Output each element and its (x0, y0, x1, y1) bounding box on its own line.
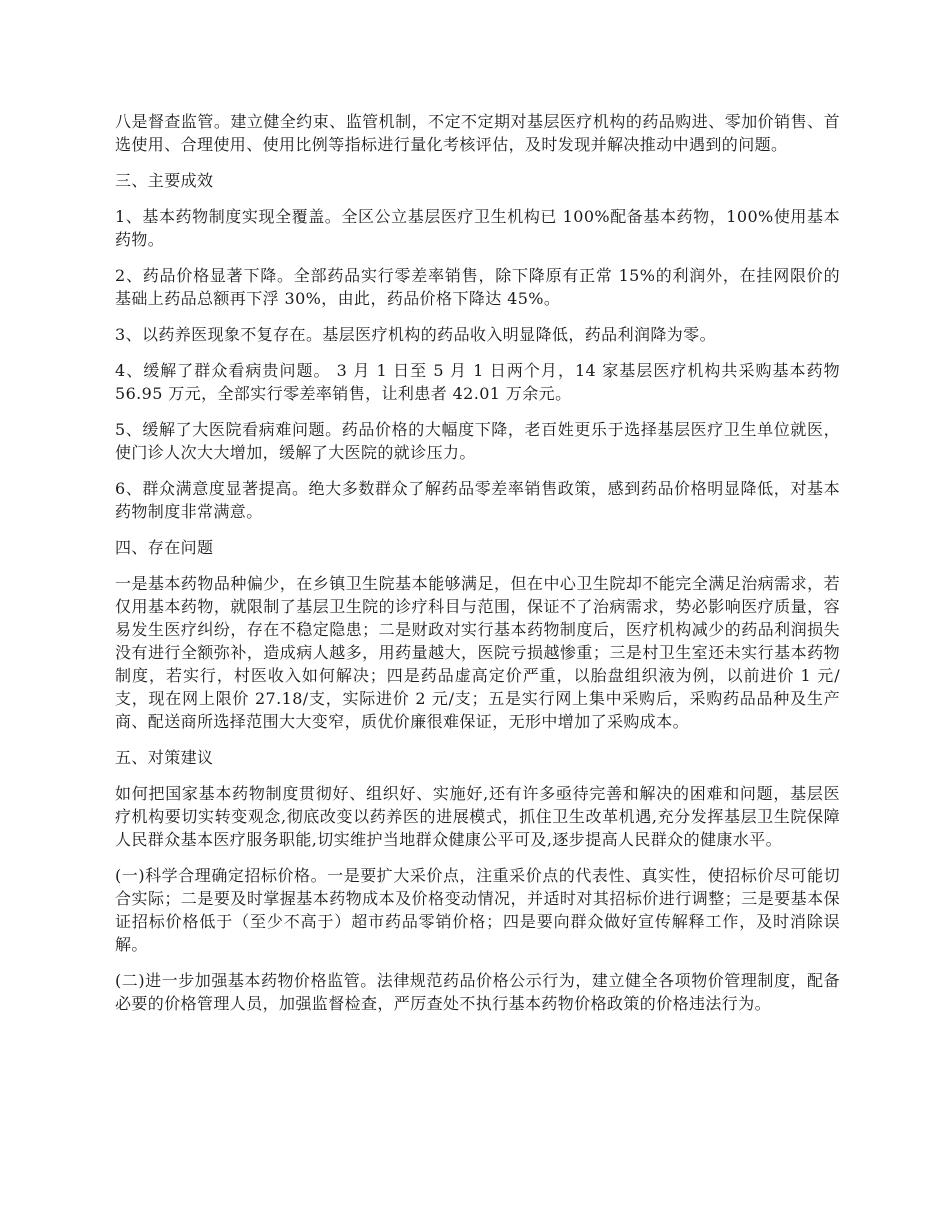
paragraph-result-6: 6、群众满意度显著提高。绝大多数群众了解药品零差率销售政策，感到药品价格明显降低，对基本药物制度非常满意。 (115, 479, 840, 521)
paragraph-problems: 一是基本药物品种偏少，在乡镇卫生院基本能够满足，但在中心卫生院却不能完全满足治病需求，若仅用基本药物，就限制了基层卫生院的诊疗科目与范围，保证不了治病需求，势必影响医疗质量，容易发生医疗纠纷，存在不稳定隐患；二是财政对实行基本药物制度后，医疗机构减少的药品利润损失没有进行全额弥补，造成病人越多，用药量越大，医院亏损越惨重；三是村卫生室还未实行基本药物制度，若实行，村医收入如何解决；四是药品虚高定价严重，以胎盘组织液为例，以前进价 1 元/支，现在网上限价 27.18/支，实际进价 2 元/支；五是实行网上集中采购后，采购药品品种及生产商、配送商所选择范围大大变窄，质优价廉很难保证，无形中增加了采购成本。 (115, 574, 840, 731)
section-heading-problems: 四、存在问题 (115, 538, 214, 557)
paragraph-supervision: 八是督查监管。建立健全约束、监管机制，不定不定期对基层医疗机构的药品购进、零加价销售、首选使用、合理使用、使用比例等指标进行量化考核评估，及时发现并解决推动中遇到的问题。 (115, 112, 840, 154)
paragraph-result-1: 1、基本药物制度实现全覆盖。全区公立基层医疗卫生机构已 100%配备基本药物，100%使用基本药物。 (115, 207, 840, 249)
document-page (115, 110, 840, 1028)
paragraph-suggestions-intro: 如何把国家基本药物制度贯彻好、组织好、实施好,还有许多亟待完善和解决的困难和问题，基层医疗机构要切实转变观念,彻底改变以药养医的进展模式，抓住卫生改革机遇,充分发挥基层卫生院保障人民群众基本医疗服务职能,切实维护当地群众健康公平可及,逐步提高人民群众的健康水平。 (115, 784, 840, 849)
paragraph-suggestion-1: (一)科学合理确定招标价格。一是要扩大采价点，注重采价点的代表性、真实性，使招标价尽可能切合实际；二是要及时掌握基本药物成本及价格变动情况，并适时对其招标价进行调整；三是要基本保证招标价格低于（至少不高于）超市药品零销价格；四是要向群众做好宣传解释工作，及时消除误解。 (115, 866, 840, 954)
paragraph-result-5: 5、缓解了大医院看病难问题。药品价格的大幅度下降，老百姓更乐于选择基层医疗卫生单位就医，使门诊人次大大增加，缓解了大医院的就诊压力。 (115, 420, 840, 462)
paragraph-suggestion-2: (二)进一步加强基本药物价格监管。法律规范药品价格公示行为，建立健全各项物价管理制度，配备必要的价格管理人员，加强监督检查，严厉查处不执行基本药物价格政策的价格违法行为。 (115, 971, 840, 1013)
section-heading-main-results: 三、主要成效 (115, 171, 214, 190)
paragraph-result-4: 4、缓解了群众看病贵问题。 3 月 1 日至 5 月 1 日两个月，14 家基层医疗机构共采购基本药物 56.95 万元，全部实行零差率销售，让利患者 42.01 万余元。 (115, 361, 840, 403)
paragraph-result-2: 2、药品价格显著下降。全部药品实行零差率销售，除下降原有正常 15%的利润外，在挂网限价的基础上药品总额再下浮 30%，由此，药品价格下降达 45%。 (115, 266, 840, 308)
paragraph-result-3: 3、以药养医现象不复存在。基层医疗机构的药品收入明显降低，药品利润降为零。 (115, 325, 716, 344)
section-heading-suggestions: 五、对策建议 (115, 748, 214, 767)
